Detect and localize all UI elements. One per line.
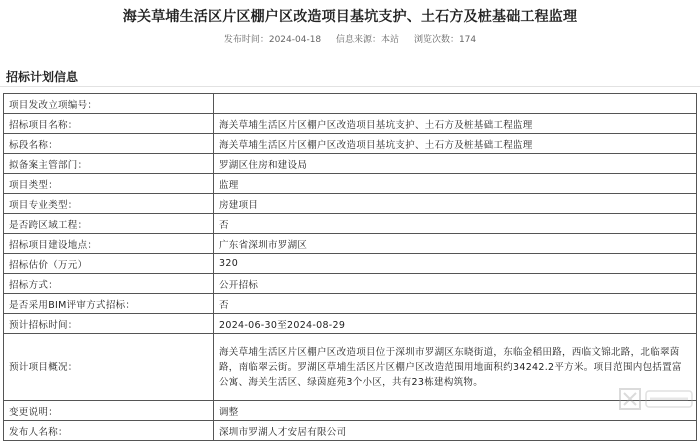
row-value: 海关草埔生活区片区棚户区改造项目位于深圳市罗湖区东晓街道，东临金稻田路，西临文锦北路，北临翠茵路，南临翠云街。罗湖区草埔生活区片区棚户区改造范围用地面积约34242.2平方米。项目范围内包括置富公寓、海关生活区、绿茵庭苑3个小区，共有23栋建构筑物。 [214, 334, 697, 401]
row-label: 变更说明： [4, 401, 214, 421]
info-source: 信息来源：本站 [336, 35, 400, 45]
table-row [4, 421, 697, 441]
row-value: 2024-06-30至2024-08-29 [214, 314, 697, 334]
row-label: 预计项目概况： [4, 334, 214, 401]
row-label: 招标估价（万元） [4, 254, 214, 274]
watermark-logo [618, 383, 696, 419]
row-label: 项目专业类型： [4, 194, 214, 214]
row-label: 预计招标时间： [4, 314, 214, 334]
row-value: 房建项目 [214, 194, 697, 214]
row-value: 调整 [214, 401, 697, 421]
section-title: 招标计划信息 [6, 70, 79, 84]
table-row [4, 134, 697, 154]
table-row [4, 154, 697, 174]
row-label: 招标项目建设地点： [4, 234, 214, 254]
table-row [4, 94, 697, 114]
row-value: 深圳市罗湖人才安居有限公司 [214, 421, 697, 441]
row-value: 海关草埔生活区片区棚户区改造项目基坑支护、土石方及桩基础工程监理 [214, 114, 697, 134]
row-value: 罗湖区住房和建设局 [214, 154, 697, 174]
row-value: 320 [214, 254, 697, 274]
table-row [4, 254, 697, 274]
table-row [4, 194, 697, 214]
page-title: 海关草埔生活区片区棚户区改造项目基坑支护、土石方及桩基础工程监理 [122, 9, 578, 25]
view-count: 浏览次数：174 [413, 35, 477, 45]
row-value: 公开招标 [214, 274, 697, 294]
row-value: 否 [214, 214, 697, 234]
table-row [4, 174, 697, 194]
publish-time: 发布时间：2024-04-18 [223, 35, 322, 45]
article-meta [0, 32, 700, 45]
table-row [4, 214, 697, 234]
row-label: 拟备案主管部门： [4, 154, 214, 174]
section-divider [0, 86, 700, 87]
row-label: 招标项目名称： [4, 114, 214, 134]
table-row [4, 294, 697, 314]
row-value: 监理 [214, 174, 697, 194]
row-label: 招标方式： [4, 274, 214, 294]
table-row [4, 401, 697, 421]
row-value: 广东省深圳市罗湖区 [214, 234, 697, 254]
row-label: 项目发改立项编号： [4, 94, 214, 114]
table-row [4, 114, 697, 134]
table-row [4, 334, 697, 401]
tender-plan-table [3, 93, 697, 441]
row-value [214, 94, 697, 114]
row-label: 发布人名称： [4, 421, 214, 441]
table-row [4, 234, 697, 254]
row-label: 标段名称： [4, 134, 214, 154]
row-value: 海关草埔生活区片区棚户区改造项目基坑支护、土石方及桩基础工程监理 [214, 134, 697, 154]
row-label: 项目类型： [4, 174, 214, 194]
row-label: 是否跨区域工程： [4, 214, 214, 234]
table-row [4, 274, 697, 294]
row-value: 否 [214, 294, 697, 314]
row-label: 是否采用BIM评审方式招标： [4, 294, 214, 314]
table-row [4, 314, 697, 334]
